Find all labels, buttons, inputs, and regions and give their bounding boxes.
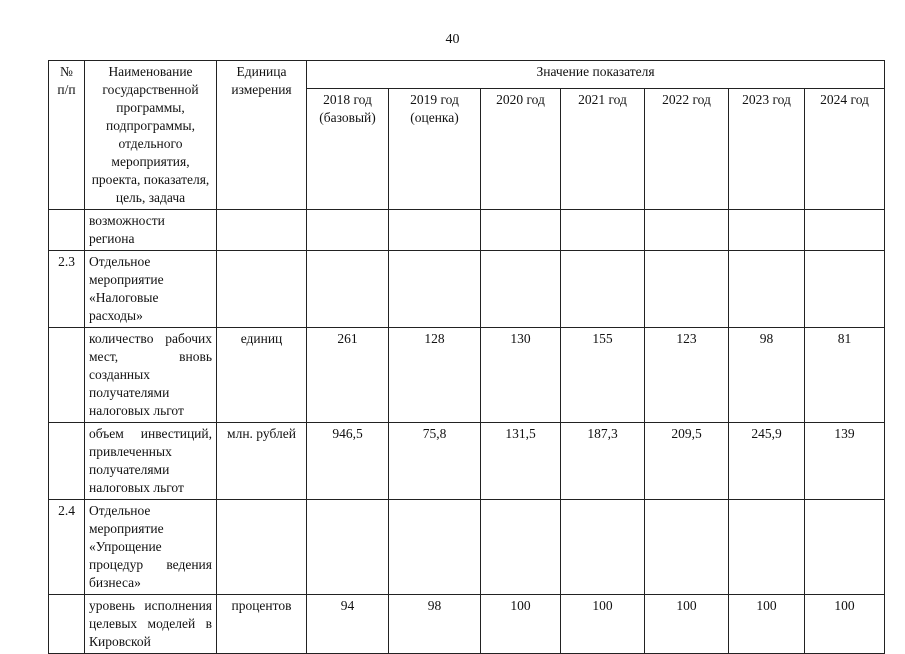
row-name: уровень исполнения целевых моделей в Кировской <box>85 595 217 654</box>
row-value <box>561 500 645 595</box>
row-value: 130 <box>481 328 561 423</box>
row-value: 261 <box>307 328 389 423</box>
page-number: 40 <box>445 32 460 47</box>
row-value <box>307 251 389 328</box>
row-num <box>49 210 85 251</box>
row-value: 100 <box>481 595 561 654</box>
row-unit: млн. рублей <box>217 423 307 500</box>
row-value <box>645 210 729 251</box>
row-num: 2.3 <box>49 251 85 328</box>
row-value <box>729 210 805 251</box>
row-value: 123 <box>645 328 729 423</box>
row-value <box>389 251 481 328</box>
table-row <box>49 328 885 423</box>
row-name: Отдельное мероприятие «Налоговые расходы» <box>85 251 217 328</box>
header-year: 2019 год (оценка) <box>389 89 481 210</box>
row-value: 155 <box>561 328 645 423</box>
header-unit: Единица измерения <box>217 61 307 210</box>
table-row <box>49 595 885 654</box>
row-name: объем инвестиций, привлеченных получателями налоговых льгот <box>85 423 217 500</box>
row-value: 81 <box>805 328 885 423</box>
row-value: 94 <box>307 595 389 654</box>
header-year: 2022 год <box>645 89 729 210</box>
row-num <box>49 423 85 500</box>
row-value <box>389 500 481 595</box>
row-value: 100 <box>729 595 805 654</box>
row-num <box>49 595 85 654</box>
table-row <box>49 210 885 251</box>
row-value: 245,9 <box>729 423 805 500</box>
row-value: 100 <box>561 595 645 654</box>
row-value <box>307 210 389 251</box>
header-year: 2018 год (базовый) <box>307 89 389 210</box>
row-value <box>645 500 729 595</box>
row-value <box>805 500 885 595</box>
table-row <box>49 423 885 500</box>
row-value: 131,5 <box>481 423 561 500</box>
table-row <box>49 251 885 328</box>
row-value <box>729 251 805 328</box>
row-value: 100 <box>645 595 729 654</box>
row-value: 946,5 <box>307 423 389 500</box>
row-value: 100 <box>805 595 885 654</box>
row-value <box>481 251 561 328</box>
row-value: 75,8 <box>389 423 481 500</box>
row-value: 98 <box>729 328 805 423</box>
header-year: 2020 год <box>481 89 561 210</box>
row-value <box>481 210 561 251</box>
header-value-group: Значение показателя <box>307 61 885 89</box>
row-value: 209,5 <box>645 423 729 500</box>
indicator-table <box>48 60 885 654</box>
row-value <box>481 500 561 595</box>
row-value <box>805 251 885 328</box>
row-unit: единиц <box>217 328 307 423</box>
row-value <box>389 210 481 251</box>
table-row <box>49 500 885 595</box>
row-unit <box>217 210 307 251</box>
row-name: возможности региона <box>85 210 217 251</box>
row-value <box>561 251 645 328</box>
row-name: Отдельное мероприятие «Упрощение процедур ведения бизнеса» <box>85 500 217 595</box>
header-year: 2023 год <box>729 89 805 210</box>
header-year: 2021 год <box>561 89 645 210</box>
row-value: 128 <box>389 328 481 423</box>
row-num: 2.4 <box>49 500 85 595</box>
row-value <box>645 251 729 328</box>
row-num <box>49 328 85 423</box>
row-value <box>729 500 805 595</box>
row-value <box>561 210 645 251</box>
row-value: 98 <box>389 595 481 654</box>
row-value <box>805 210 885 251</box>
row-unit <box>217 500 307 595</box>
row-value <box>307 500 389 595</box>
header-year: 2024 год <box>805 89 885 210</box>
row-unit <box>217 251 307 328</box>
row-value: 139 <box>805 423 885 500</box>
row-value: 187,3 <box>561 423 645 500</box>
row-unit: процентов <box>217 595 307 654</box>
row-name: количество рабочих мест, вновь созданных получателями налоговых льгот <box>85 328 217 423</box>
header-name: Наименование государственной программы, подпрограммы, отдельного мероприятия, проекта, показателя, цель, задача <box>85 61 217 210</box>
header-num: № п/п <box>49 61 85 210</box>
